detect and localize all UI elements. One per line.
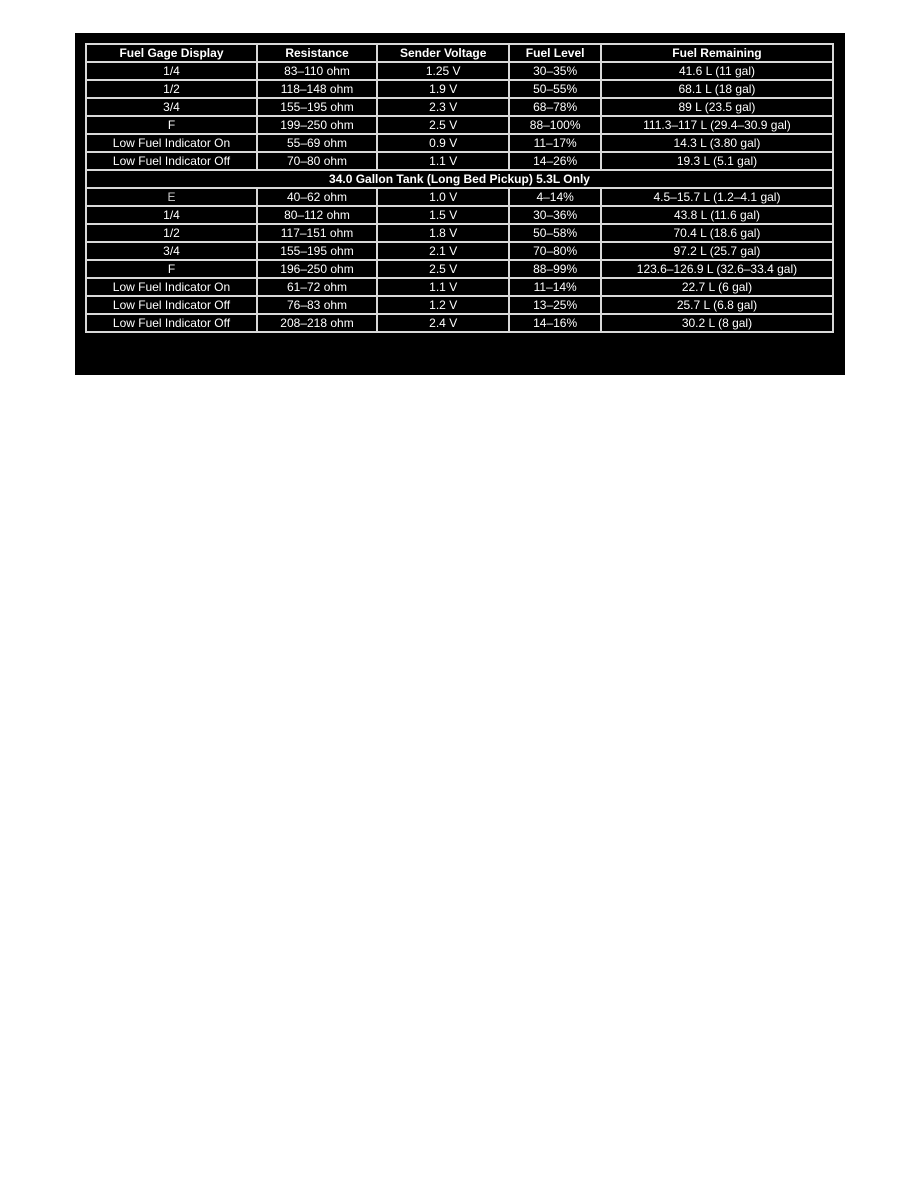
cell-display: F [86, 260, 257, 278]
header-sender-voltage: Sender Voltage [377, 44, 509, 62]
cell-remaining: 22.7 L (6 gal) [601, 278, 833, 296]
cell-resistance: 70–80 ohm [257, 152, 377, 170]
cell-level: 11–17% [509, 134, 601, 152]
table-row [86, 62, 833, 80]
cell-resistance: 117–151 ohm [257, 224, 377, 242]
cell-remaining: 14.3 L (3.80 gal) [601, 134, 833, 152]
cell-resistance: 40–62 ohm [257, 188, 377, 206]
cell-voltage: 1.1 V [377, 278, 509, 296]
table-row [86, 188, 833, 206]
cell-level: 30–36% [509, 206, 601, 224]
header-row [86, 44, 833, 62]
cell-remaining: 25.7 L (6.8 gal) [601, 296, 833, 314]
cell-resistance: 155–195 ohm [257, 98, 377, 116]
fuel-gage-table [85, 43, 834, 333]
cell-display: 1/4 [86, 206, 257, 224]
table-row [86, 116, 833, 134]
table-row [86, 224, 833, 242]
cell-voltage: 1.5 V [377, 206, 509, 224]
table-row [86, 260, 833, 278]
table-row [86, 98, 833, 116]
cell-level: 11–14% [509, 278, 601, 296]
cell-voltage: 2.5 V [377, 260, 509, 278]
cell-level: 4–14% [509, 188, 601, 206]
cell-display: 3/4 [86, 98, 257, 116]
cell-resistance: 155–195 ohm [257, 242, 377, 260]
cell-resistance: 55–69 ohm [257, 134, 377, 152]
cell-remaining: 41.6 L (11 gal) [601, 62, 833, 80]
cell-voltage: 1.2 V [377, 296, 509, 314]
table-row [86, 278, 833, 296]
section-title: 34.0 Gallon Tank (Long Bed Pickup) 5.3L Only [86, 170, 833, 188]
fuel-table-panel [75, 33, 845, 375]
cell-level: 14–26% [509, 152, 601, 170]
cell-display: 1/2 [86, 80, 257, 98]
cell-resistance: 196–250 ohm [257, 260, 377, 278]
cell-remaining: 4.5–15.7 L (1.2–4.1 gal) [601, 188, 833, 206]
cell-resistance: 118–148 ohm [257, 80, 377, 98]
cell-resistance: 76–83 ohm [257, 296, 377, 314]
cell-voltage: 2.3 V [377, 98, 509, 116]
cell-remaining: 30.2 L (8 gal) [601, 314, 833, 332]
cell-remaining: 97.2 L (25.7 gal) [601, 242, 833, 260]
header-fuel-gage-display: Fuel Gage Display [86, 44, 257, 62]
table-row [86, 296, 833, 314]
table-row [86, 134, 833, 152]
table-row [86, 152, 833, 170]
cell-resistance: 208–218 ohm [257, 314, 377, 332]
cell-level: 70–80% [509, 242, 601, 260]
cell-remaining: 68.1 L (18 gal) [601, 80, 833, 98]
cell-level: 13–25% [509, 296, 601, 314]
table-row [86, 206, 833, 224]
cell-remaining: 111.3–117 L (29.4–30.9 gal) [601, 116, 833, 134]
table-row [86, 80, 833, 98]
cell-display: E [86, 188, 257, 206]
cell-voltage: 1.1 V [377, 152, 509, 170]
cell-display: Low Fuel Indicator Off [86, 152, 257, 170]
cell-display: F [86, 116, 257, 134]
cell-display: 1/4 [86, 62, 257, 80]
cell-voltage: 0.9 V [377, 134, 509, 152]
cell-display: Low Fuel Indicator Off [86, 296, 257, 314]
cell-voltage: 2.1 V [377, 242, 509, 260]
header-fuel-level: Fuel Level [509, 44, 601, 62]
cell-display: 1/2 [86, 224, 257, 242]
cell-level: 50–55% [509, 80, 601, 98]
cell-voltage: 1.25 V [377, 62, 509, 80]
cell-resistance: 61–72 ohm [257, 278, 377, 296]
cell-resistance: 83–110 ohm [257, 62, 377, 80]
cell-remaining: 89 L (23.5 gal) [601, 98, 833, 116]
cell-voltage: 1.9 V [377, 80, 509, 98]
header-fuel-remaining: Fuel Remaining [601, 44, 833, 62]
header-resistance: Resistance [257, 44, 377, 62]
cell-display: 3/4 [86, 242, 257, 260]
section-row [86, 170, 833, 188]
cell-remaining: 70.4 L (18.6 gal) [601, 224, 833, 242]
cell-voltage: 2.4 V [377, 314, 509, 332]
cell-level: 14–16% [509, 314, 601, 332]
cell-level: 68–78% [509, 98, 601, 116]
cell-remaining: 123.6–126.9 L (32.6–33.4 gal) [601, 260, 833, 278]
cell-voltage: 2.5 V [377, 116, 509, 134]
cell-display: Low Fuel Indicator On [86, 134, 257, 152]
cell-resistance: 80–112 ohm [257, 206, 377, 224]
cell-remaining: 19.3 L (5.1 gal) [601, 152, 833, 170]
table-row [86, 242, 833, 260]
cell-resistance: 199–250 ohm [257, 116, 377, 134]
cell-level: 30–35% [509, 62, 601, 80]
cell-voltage: 1.0 V [377, 188, 509, 206]
cell-voltage: 1.8 V [377, 224, 509, 242]
cell-level: 88–99% [509, 260, 601, 278]
table-row [86, 314, 833, 332]
cell-level: 50–58% [509, 224, 601, 242]
cell-display: Low Fuel Indicator On [86, 278, 257, 296]
cell-remaining: 43.8 L (11.6 gal) [601, 206, 833, 224]
cell-level: 88–100% [509, 116, 601, 134]
cell-display: Low Fuel Indicator Off [86, 314, 257, 332]
